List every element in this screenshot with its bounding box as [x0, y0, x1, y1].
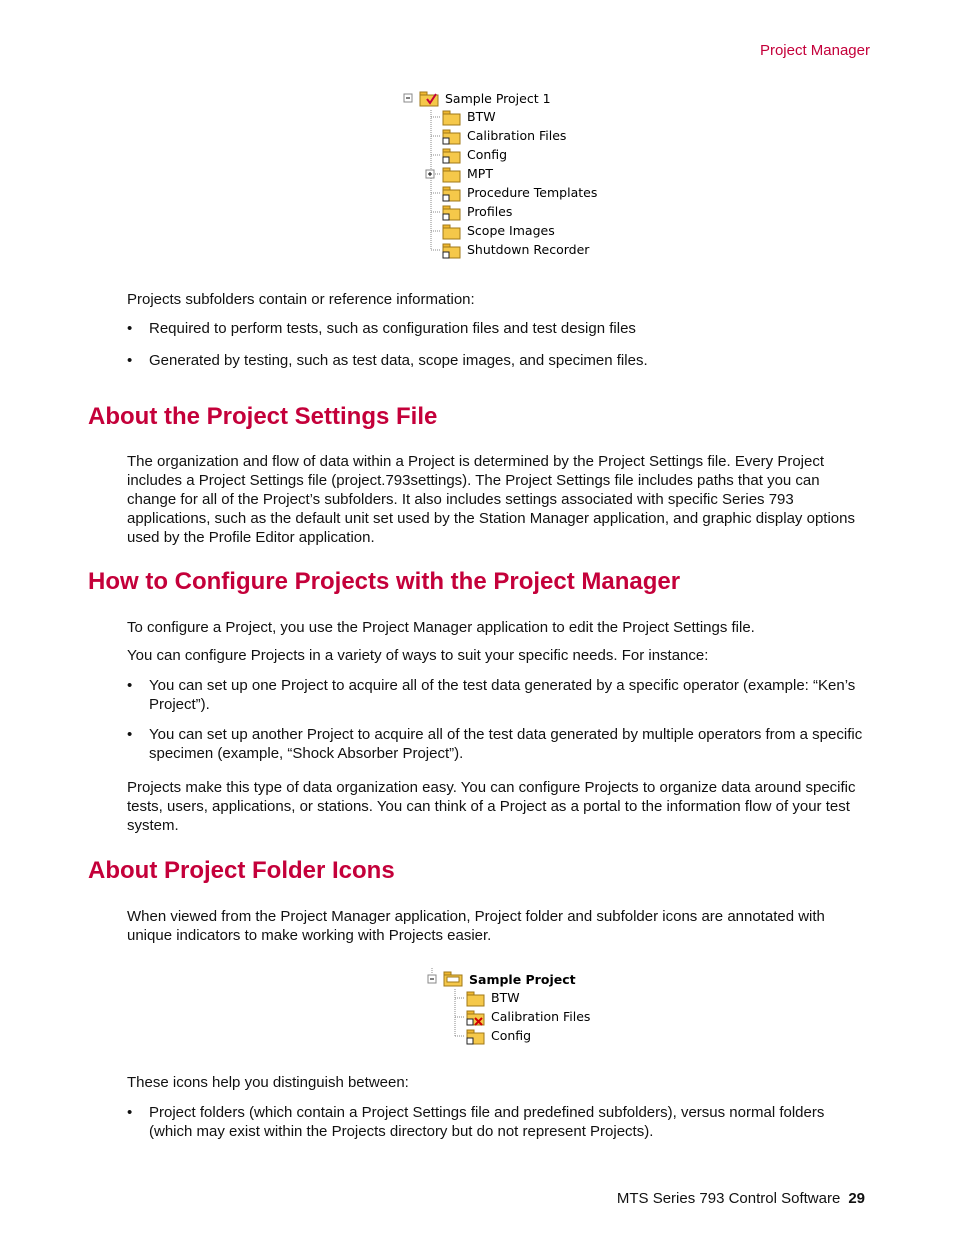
- configure-bullet: You can set up one Project to acquire all of the test data generated by a specific operator (example: “Ken’s Project”).: [149, 677, 856, 713]
- folder-icon: [442, 110, 462, 126]
- broken-reference-folder-icon: [466, 1010, 486, 1026]
- reference-folder-icon: [466, 1029, 486, 1045]
- section-heading-configure-projects: How to Configure Projects with the Project Manager: [88, 568, 681, 595]
- reference-folder-icon: [442, 186, 462, 202]
- distinguish-bullet: Project folders (which contain a Project Settings file and predefined subfolders), versus normal folders (which may exist within the Projects directory but do not represent Projects).: [149, 1104, 825, 1140]
- intro-bullet: Required to perform tests, such as configuration files and test design files: [149, 320, 636, 337]
- distinguish-paragraph: These icons help you distinguish between:: [127, 1074, 409, 1091]
- bullet-glyph: •: [127, 352, 133, 369]
- bullet-glyph: •: [127, 1104, 133, 1121]
- folder-icons-paragraph: When viewed from the Project Manager application, Project folder and subfolder icons are annotated with unique indicators to make working with Projects easier.: [127, 908, 825, 944]
- bullet-glyph: •: [127, 677, 133, 694]
- intro-bullet: Generated by testing, such as test data, scope images, and specimen files.: [149, 352, 648, 369]
- section-heading-folder-icons: About Project Folder Icons: [88, 857, 395, 884]
- running-header: Project Manager: [759, 42, 870, 59]
- reference-folder-icon: [442, 205, 462, 221]
- configure-paragraph-3: Projects make this type of data organization easy. You can configure Projects to organize data around specific tests, users, applications, or stations. You can think of a Project as a portal to the information flow of your test system.: [127, 779, 856, 834]
- configure-bullet: You can set up another Project to acquire all of the test data generated by multiple operators from a specific specimen (example, “Shock Absorber Project”).: [149, 726, 863, 762]
- folder-icon: [466, 991, 486, 1007]
- bullet-glyph: •: [127, 726, 133, 743]
- page-footer: [617, 1190, 865, 1207]
- folder-icon: [442, 167, 462, 183]
- project-settings-paragraph: The organization and flow of data within a Project is determined by the Project Settings file. Every Project includes a Project Settings file (project.793settings). The Project Settings file includes paths that you can change for all of the Project’s subfolders. It also includes settings associated with specific Series 793 applications, such as the default unit set used by the Station Manager application, and graphic display options used by the Profile Editor application.: [127, 453, 855, 546]
- bullet-glyph: •: [127, 320, 133, 337]
- folder-icon: [442, 224, 462, 240]
- configure-paragraph-1: To configure a Project, you use the Project Manager application to edit the Project Settings file.: [127, 619, 755, 636]
- reference-folder-icon: [442, 129, 462, 145]
- page-number: 29: [848, 1190, 865, 1207]
- project-tree-screenshot-2: Sample Project BTW Calibration Files Config: [424, 968, 594, 1050]
- intro-paragraph: Projects subfolders contain or reference information:: [127, 291, 475, 308]
- reference-folder-icon: [442, 243, 462, 259]
- footer-title: MTS Series 793 Control Software: [616, 1190, 841, 1207]
- reference-folder-icon: [442, 148, 462, 164]
- section-heading-project-settings: About the Project Settings File: [88, 403, 438, 430]
- project-tree-screenshot-1: Sample Project 1 BTW Calibration Files Config MPT Procedure Templates Profiles Scope Images Shutdown Recorder: [400, 88, 600, 263]
- configure-paragraph-2: You can configure Projects in a variety of ways to suit your specific needs. For instance:: [127, 647, 709, 664]
